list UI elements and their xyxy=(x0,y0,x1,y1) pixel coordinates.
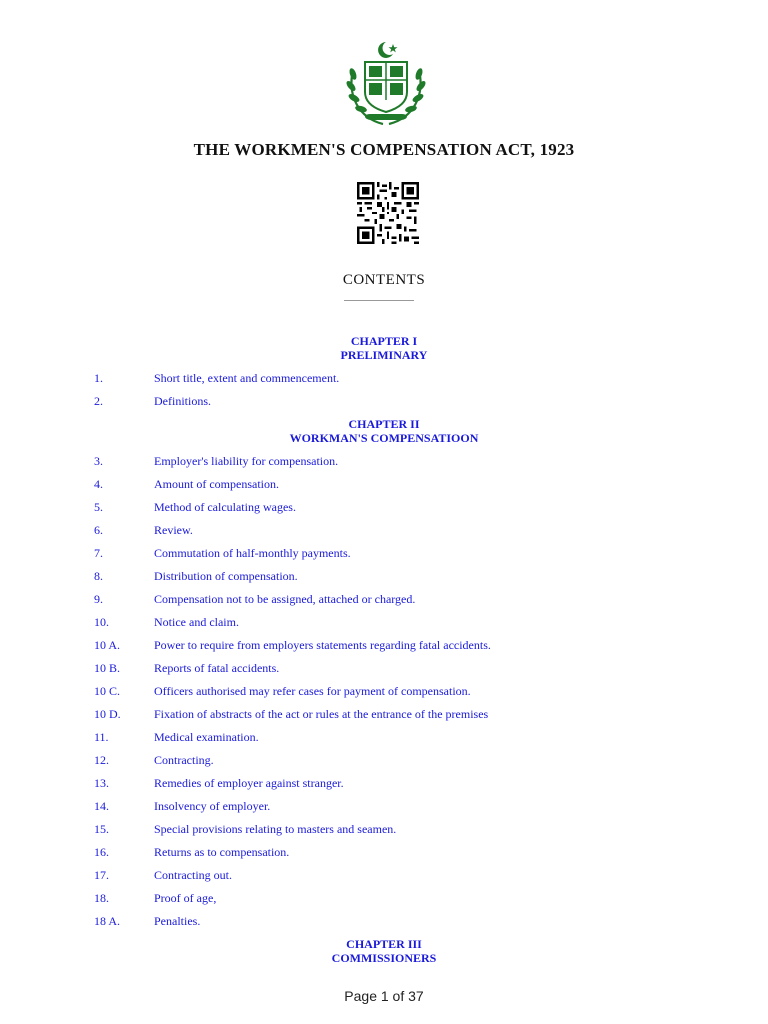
chapter-number: CHAPTER II xyxy=(348,417,420,431)
section-number: 9. xyxy=(94,592,103,606)
toc-entry[interactable] xyxy=(0,370,768,386)
toc-entry[interactable] xyxy=(0,499,768,515)
section-number: 5. xyxy=(94,500,103,514)
section-number: 10 C. xyxy=(94,684,121,698)
section-number: 12. xyxy=(94,753,109,767)
section-title-link[interactable]: Contracting. xyxy=(154,753,214,767)
section-number: 15. xyxy=(94,822,109,836)
toc-entry[interactable] xyxy=(0,867,768,883)
section-number: 18. xyxy=(94,891,109,905)
chapter-number: CHAPTER III xyxy=(346,937,422,951)
section-number: 4. xyxy=(94,477,103,491)
section-title-link[interactable]: Medical examination. xyxy=(154,730,259,744)
section-title-link[interactable]: Definitions. xyxy=(154,394,211,408)
chapter-heading-2[interactable] xyxy=(0,417,768,445)
section-title-link[interactable]: Compensation not to be assigned, attached or charged. xyxy=(154,592,416,606)
page-indicator: Page 1 of 37 xyxy=(344,988,424,1004)
chapter-heading-3[interactable] xyxy=(0,937,768,965)
section-title-link[interactable]: Method of calculating wages. xyxy=(154,500,296,514)
toc-entry[interactable] xyxy=(0,476,768,492)
section-title-link[interactable]: Remedies of employer against stranger. xyxy=(154,776,344,790)
section-title-link[interactable]: Contracting out. xyxy=(154,868,232,882)
toc-entry[interactable] xyxy=(0,752,768,768)
toc-entry[interactable] xyxy=(0,393,768,409)
section-number: 10 D. xyxy=(94,707,121,721)
toc-entry[interactable] xyxy=(0,706,768,722)
section-number: 14. xyxy=(94,799,109,813)
chapter-title: WORKMAN'S COMPENSATIOON xyxy=(289,431,479,445)
toc-entry[interactable] xyxy=(0,591,768,607)
toc-entry[interactable] xyxy=(0,545,768,561)
section-title-link[interactable]: Fixation of abstracts of the act or rules at the entrance of the premises xyxy=(154,707,489,721)
section-number: 8. xyxy=(94,569,103,583)
section-number: 7. xyxy=(94,546,103,560)
section-title-link[interactable]: Amount of compensation. xyxy=(154,477,279,491)
toc-entry[interactable] xyxy=(0,637,768,653)
toc-entry[interactable] xyxy=(0,729,768,745)
chapter-number: CHAPTER I xyxy=(350,334,418,348)
chapter-heading-1[interactable] xyxy=(0,334,768,362)
section-number: 18 A. xyxy=(94,914,121,928)
toc-entry[interactable] xyxy=(0,683,768,699)
toc-entry[interactable] xyxy=(0,660,768,676)
toc-entry[interactable] xyxy=(0,453,768,469)
toc-entry[interactable] xyxy=(0,821,768,837)
section-title-link[interactable]: Distribution of compensation. xyxy=(154,569,298,583)
section-number: 6. xyxy=(94,523,103,537)
section-title-link[interactable]: Employer's liability for compensation. xyxy=(154,454,339,468)
toc-entry[interactable] xyxy=(0,775,768,791)
contents-heading: CONTENTS xyxy=(342,272,426,288)
section-title-link[interactable]: Proof of age, xyxy=(154,891,217,905)
chapter-title: COMMISSIONERS xyxy=(331,951,437,965)
section-title-link[interactable]: Review. xyxy=(154,523,193,537)
toc-entry[interactable] xyxy=(0,798,768,814)
section-title-link[interactable]: Penalties. xyxy=(154,914,201,928)
section-title-link[interactable]: Commutation of half-monthly payments. xyxy=(154,546,351,560)
state-emblem-icon xyxy=(343,40,429,130)
section-number: 13. xyxy=(94,776,109,790)
section-title-link[interactable]: Officers authorised may refer cases for payment of compensation. xyxy=(154,684,471,698)
toc-entry[interactable] xyxy=(0,522,768,538)
section-title-link[interactable]: Insolvency of employer. xyxy=(154,799,271,813)
section-number: 3. xyxy=(94,454,103,468)
section-title-link[interactable]: Notice and claim. xyxy=(154,615,239,629)
toc-entry[interactable] xyxy=(0,890,768,906)
qr-code-icon xyxy=(357,182,419,244)
section-number: 10. xyxy=(94,615,109,629)
section-number: 16. xyxy=(94,845,109,859)
document-title: THE WORKMEN'S COMPENSATION ACT, 1923 xyxy=(193,140,575,159)
section-number: 10 B. xyxy=(94,661,121,675)
section-title-link[interactable]: Returns as to compensation. xyxy=(154,845,290,859)
toc-entry[interactable] xyxy=(0,844,768,860)
toc-entry[interactable] xyxy=(0,568,768,584)
section-number: 10 A. xyxy=(94,638,121,652)
contents-divider xyxy=(344,300,414,301)
section-number: 17. xyxy=(94,868,109,882)
section-number: 1. xyxy=(94,371,103,385)
chapter-title: PRELIMINARY xyxy=(340,348,428,362)
section-number: 11. xyxy=(94,730,109,744)
toc-entry[interactable] xyxy=(0,614,768,630)
toc-entry[interactable] xyxy=(0,913,768,929)
section-title-link[interactable]: Power to require from employers statements regarding fatal accidents. xyxy=(154,638,491,652)
section-title-link[interactable]: Special provisions relating to masters and seamen. xyxy=(154,822,397,836)
section-title-link[interactable]: Reports of fatal accidents. xyxy=(154,661,280,675)
section-title-link[interactable]: Short title, extent and commencement. xyxy=(154,371,340,385)
section-number: 2. xyxy=(94,394,103,408)
